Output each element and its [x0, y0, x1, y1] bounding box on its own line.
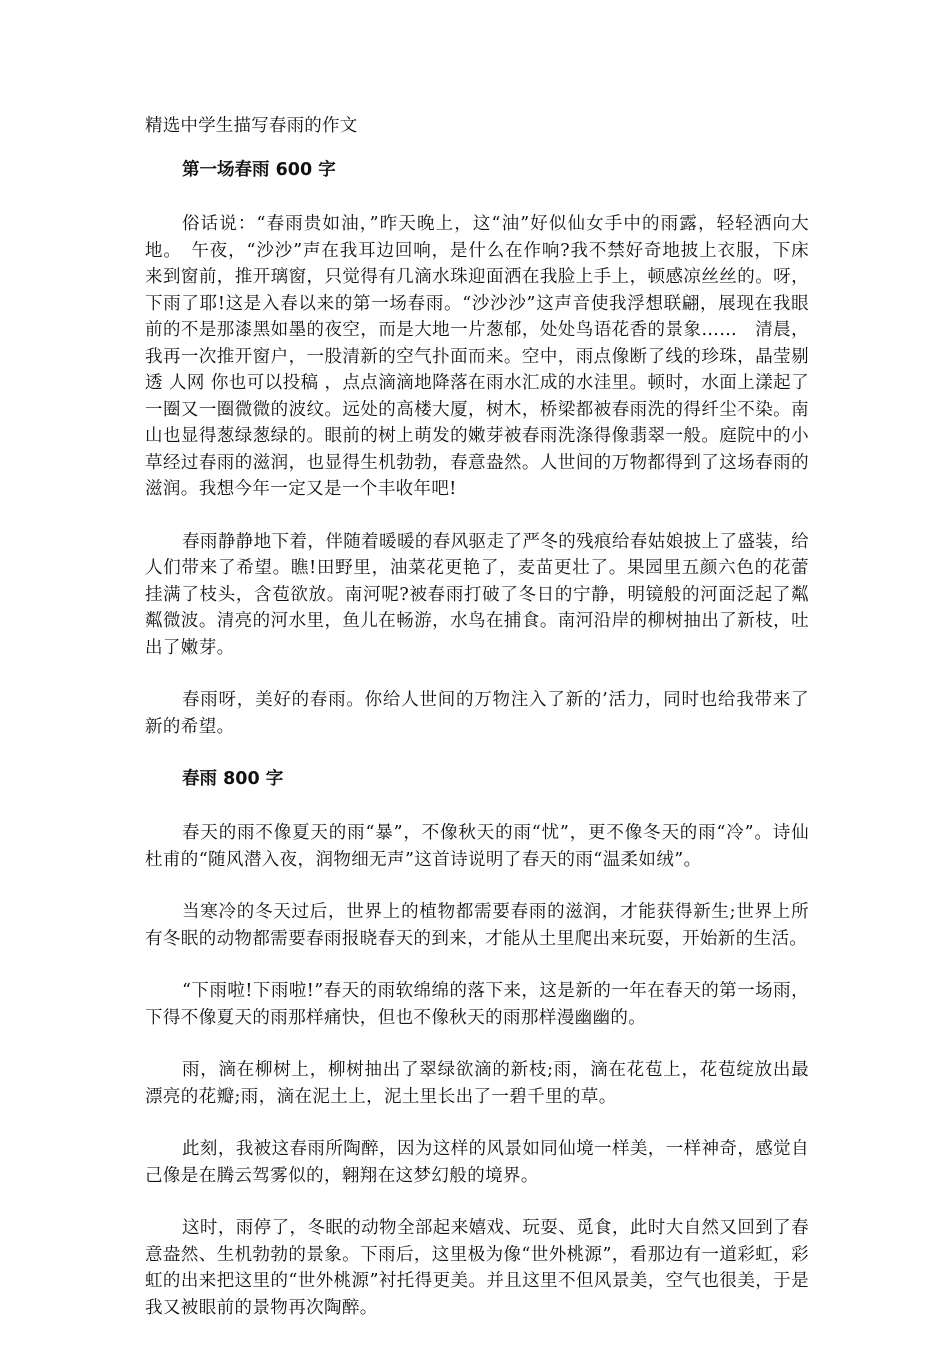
section-first-spring-rain — [145, 157, 809, 740]
document-page — [145, 113, 809, 1347]
paragraph: 俗话说：“春雨贵如油，”昨天晚上，这“油”好似仙女手中的雨露，轻轻洒向大地。 午夜，“沙沙”声在我耳边回响，是什么在作响?我不禁好奇地披上衣服，下床来到窗前，推开璃窗，只觉得有几滴水珠迎面洒在我脸上手上，顿感凉丝丝的。呀，下雨了耶!这是入春以来的第一场春雨。“沙沙沙”这声音使我浮想联翩，展现在我眼前的不是那漆黑如墨的夜空，而是大地一片葱郁，处处鸟语花香的景象…… 清晨，我再一次推开窗户，一股清新的空气扑面而来。空中，雨点像断了线的珍珠，晶莹剔透 人网 你也可以投稿 ，点点滴滴地降落在雨水汇成的水洼里。顿时，水面上漾起了一圈又一圈微微的波纹。远处的高楼大厦，树木，桥梁都被春雨洗的得纤尘不染。南山也显得葱绿葱绿的。眼前的树上萌发的嫩芽被春雨洗涤得像翡翠一般。庭院中的小草经过春雨的滋润，也显得生机勃勃，春意盎然。人世间的万物都得到了这场春雨的滋润。我想今年一定又是一个丰收年吧! — [145, 214, 809, 499]
paragraph: 春天的雨不像夏天的雨“暴”，不像秋天的雨“忧”，更不像冬天的雨“冷”。诗仙杜甫的“随风潜入夜，润物细无声”这首诗说明了春天的雨“温柔如绒”。 — [145, 823, 809, 870]
paragraph: 此刻，我被这春雨所陶醉，因为这样的风景如同仙境一样美，一样神奇，感觉自己像是在腾云驾雾似的，翱翔在这梦幻般的境界。 — [145, 1139, 809, 1186]
section-heading: 第一场春雨 600 字 — [182, 160, 336, 180]
paragraph: 春雨呀，美好的春雨。你给人世间的万物注入了新的’活力，同时也给我带来了新的希望。 — [145, 690, 809, 737]
section-spring-rain-800 — [145, 766, 809, 1321]
paragraph: “下雨啦!下雨啦!”春天的雨软绵绵的落下来，这是新的一年在春天的第一场雨，下得不像夏天的雨那样痛快，但也不像秋天的雨那样漫幽幽的。 — [145, 981, 809, 1028]
paragraph: 当寒冷的冬天过后，世界上的植物都需要春雨的滋润，才能获得新生;世界上所有冬眠的动物都需要春雨报晓春天的到来，才能从土里爬出来玩耍，开始新的生活。 — [145, 902, 809, 949]
paragraph: 这时，雨停了，冬眠的动物全部起来嬉戏、玩耍、觅食，此时大自然又回到了春意盎然、生机勃勃的景象。下雨后，这里极为像“世外桃源”，看那边有一道彩虹，彩虹的出来把这里的“世外桃源”衬托得更美。并且这里不但风景美，空气也很美，于是我又被眼前的景物再次陶醉。 — [145, 1218, 809, 1318]
section-heading: 春雨 800 字 — [182, 769, 284, 789]
document-title: 精选中学生描写春雨的作文 — [145, 116, 358, 136]
paragraph: 春雨静静地下着，伴随着暖暖的春风驱走了严冬的残痕给春姑娘披上了盛装，给人们带来了希望。瞧!田野里，油菜花更艳了，麦苗更壮了。果园里五颜六色的花蕾挂满了枝头，含苞欲放。南河呢?被春雨打破了冬日的宁静，明镜般的河面泛起了粼粼微波。清亮的河水里，鱼儿在畅游，水鸟在捕食。南河沿岸的柳树抽出了新枝，吐出了嫩芽。 — [145, 531, 809, 658]
paragraph: 雨，滴在柳树上，柳树抽出了翠绿欲滴的新枝;雨，滴在花苞上，花苞绽放出最漂亮的花瓣;雨，滴在泥土上，泥土里长出了一碧千里的草。 — [145, 1060, 809, 1107]
